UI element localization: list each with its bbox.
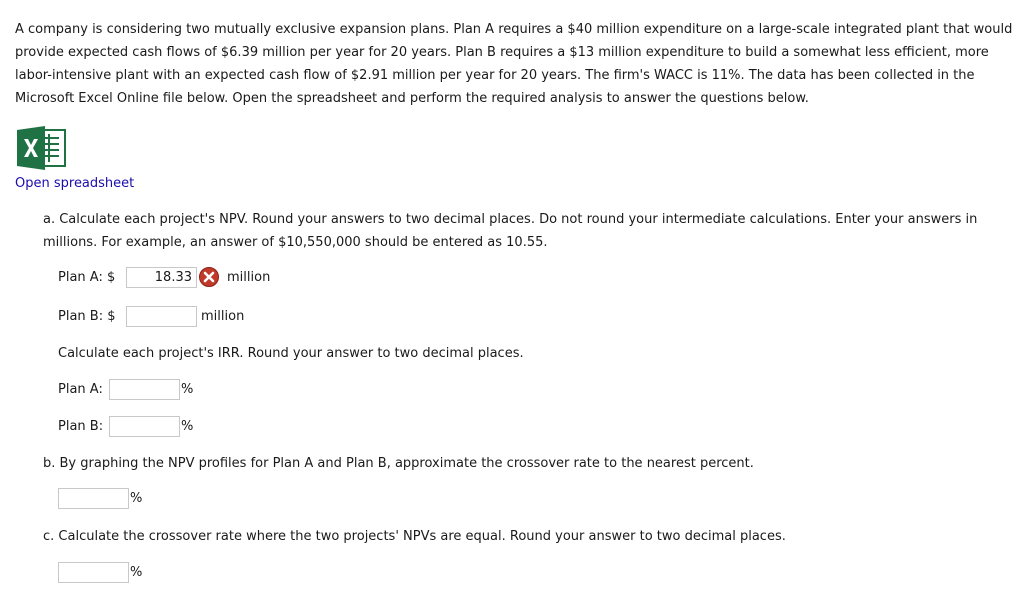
irr-plan-a-percent: % bbox=[181, 381, 194, 397]
npv-plan-b-row bbox=[58, 305, 244, 327]
irr-plan-b-label: Plan B: bbox=[58, 418, 104, 434]
crossover-approx-input[interactable] bbox=[58, 488, 129, 509]
irr-plan-b-row bbox=[58, 415, 193, 437]
crossover-exact-input[interactable] bbox=[58, 562, 129, 583]
irr-plan-b-input[interactable] bbox=[109, 416, 180, 437]
incorrect-x-icon bbox=[199, 267, 219, 287]
irr-prompt: Calculate each project's IRR. Round your answer to two decimal places. bbox=[58, 346, 524, 361]
npv-plan-b-unit: million bbox=[201, 308, 245, 324]
irr-plan-a-row bbox=[58, 378, 193, 400]
part-c-percent: % bbox=[130, 564, 143, 580]
part-b-row bbox=[58, 487, 142, 509]
part-b-percent: % bbox=[130, 490, 143, 506]
npv-plan-b-label: Plan B: $ bbox=[58, 308, 116, 324]
excel-file-icon[interactable] bbox=[15, 126, 67, 170]
part-c-row bbox=[58, 561, 142, 583]
irr-plan-a-input[interactable] bbox=[109, 379, 180, 400]
npv-plan-a-unit: million bbox=[227, 269, 271, 285]
npv-plan-a-label: Plan A: $ bbox=[58, 269, 116, 285]
excel-icon bbox=[15, 126, 67, 170]
problem-statement: A company is considering two mutually exclusive expansion plans. Plan A requires a $40 million expenditure on a large-scale integrated plant that would provide expected cash flows of $6.39 million per year for 20 years. Plan B requires a $13 million expenditure to build a somewhat less efficient, more labor-intensive plant with an expected cash flow of $2.91 million per year for 20 years. The firm's WACC is 11%. The data has been collected in the Microsoft Excel Online file below. Open the spreadsheet and perform the required analysis to answer the questions below. bbox=[15, 22, 1013, 106]
open-spreadsheet-link[interactable]: Open spreadsheet bbox=[15, 176, 135, 191]
part-b-prompt: b. By graphing the NPV profiles for Plan A and Plan B, approximate the crossover rate to the nearest percent. bbox=[43, 456, 754, 471]
irr-plan-a-label: Plan A: bbox=[58, 381, 103, 397]
npv-plan-a-row bbox=[58, 266, 270, 288]
npv-plan-a-input[interactable] bbox=[126, 267, 197, 288]
npv-plan-b-input[interactable] bbox=[126, 306, 197, 327]
irr-plan-b-percent: % bbox=[181, 418, 194, 434]
part-c-prompt: c. Calculate the crossover rate where the two projects' NPVs are equal. Round your answer to two decimal places. bbox=[43, 529, 786, 544]
part-a-prompt: a. Calculate each project's NPV. Round your answers to two decimal places. Do not round your intermediate calculations. Enter your answers in millions. For example, an answer of $10,550,000 should be entered as 10.55. bbox=[43, 212, 978, 250]
